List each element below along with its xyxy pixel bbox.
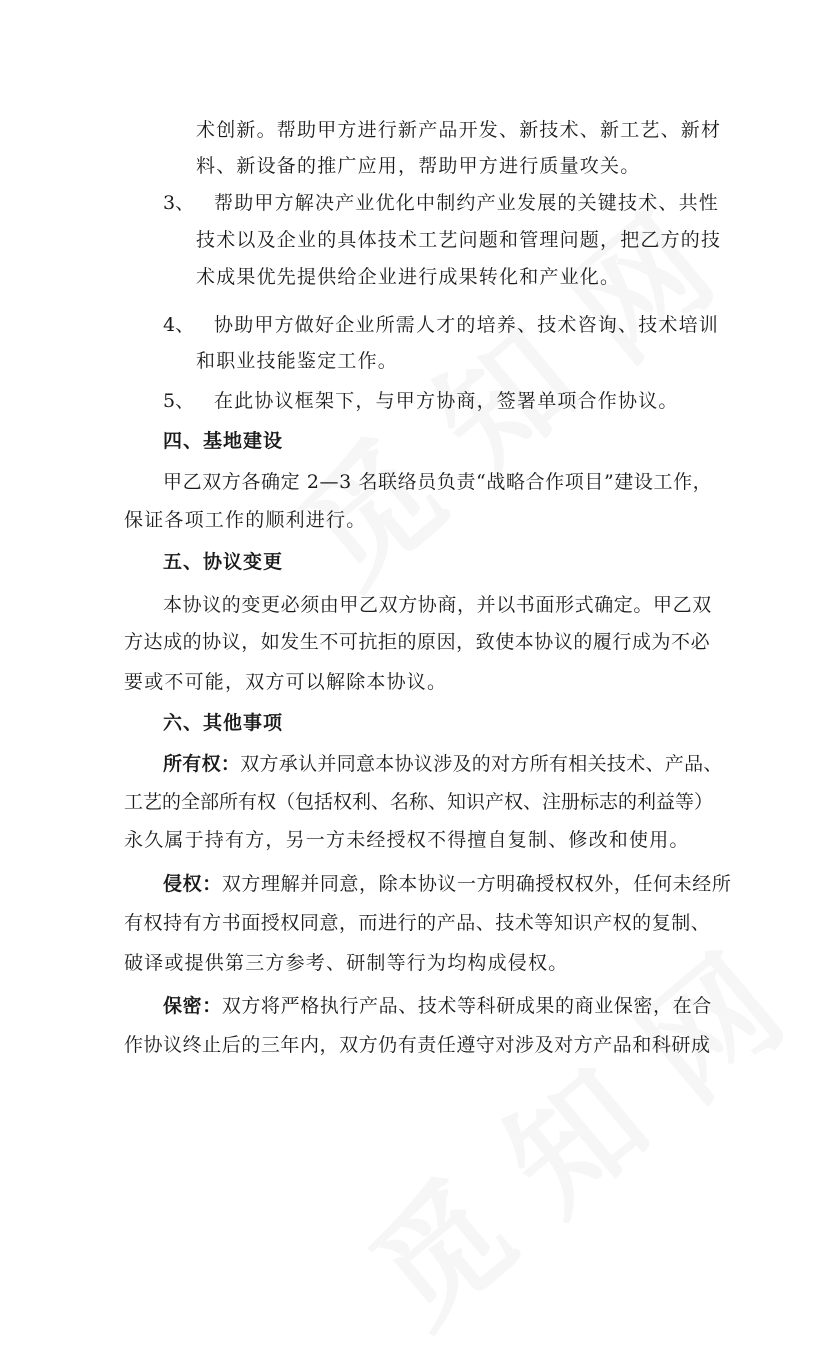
paragraph-line: 有权持有方书面授权同意，而进行的产品、技术等知识产权的复制、 — [124, 912, 710, 934]
clause-text: 双方承认并同意本协议涉及的对方所有相关技术、产品、 — [240, 753, 723, 775]
section-title: 四、基地建设 — [163, 430, 284, 452]
paragraph-line: 永久属于持有方，另一方未经授权不得擅自复制、修改和使用。 — [124, 829, 690, 851]
clause-text: 双方将严格执行产品、技术等科研成果的商业保密，在合 — [221, 995, 712, 1017]
list-number: 5、 — [163, 390, 195, 412]
paragraph-line: 甲乙双方各确定 2—3 名联络员负责“战略合作项目”建设工作， — [163, 471, 713, 493]
paragraph-line: 方达成的协议，如发生不可抗拒的原因，致使本协议的履行成为不必 — [124, 631, 710, 653]
clause-infringement — [163, 870, 732, 898]
paragraph-line: 料、新设备的推广应用，帮助甲方进行质量攻关。 — [196, 155, 641, 177]
paragraph-line: 作协议终止后的三年内，双方仍有责任遵守对涉及对方产品和科研成 — [124, 1034, 710, 1056]
list-item-line: 术成果优先提供给企业进行成果转化和产业化。 — [196, 266, 621, 288]
clause-lead: 所有权： — [163, 753, 241, 775]
section-title: 五、协议变更 — [163, 551, 284, 573]
list-item-line: 在此协议框架下，与甲方协商，签署单项合作协议。 — [214, 390, 679, 412]
paragraph-line: 工艺的全部所有权（包括权利、名称、知识产权、注册标志的利益等） — [124, 791, 714, 813]
paragraph-line: 要或不可能，双方可以解除本协议。 — [124, 671, 448, 693]
paragraph-line: 术创新。帮助甲方进行新产品开发、新技术、新工艺、新材 — [196, 119, 722, 141]
paragraph-line: 本协议的变更必须由甲乙双方协商，并以书面形式确定。甲乙双 — [163, 594, 712, 616]
clause-ownership — [163, 750, 723, 778]
list-item-line: 协助甲方做好企业所需人才的培养、技术咨询、技术培训 — [214, 314, 720, 336]
list-item-line: 技术以及企业的具体技术工艺问题和管理问题，把乙方的技 — [196, 229, 722, 251]
clause-lead: 侵权： — [163, 873, 222, 895]
clause-confidentiality — [163, 992, 710, 1020]
list-number: 3、 — [163, 192, 195, 214]
section-title: 六、其他事项 — [163, 712, 284, 734]
paragraph-line: 保证各项工作的顺利进行。 — [124, 509, 367, 531]
list-item-line: 帮助甲方解决产业优化中制约产业发展的关键技术、共性 — [214, 192, 720, 214]
list-item-line: 和职业技能鉴定工作。 — [196, 350, 399, 372]
list-number: 4、 — [163, 314, 195, 336]
paragraph-line: 破译或提供第三方参考、研制等行为均构成侵权。 — [124, 952, 569, 974]
clause-lead: 保密： — [163, 995, 222, 1017]
clause-text: 双方理解并同意，除本协议一方明确授权权外，任何未经所 — [221, 873, 732, 895]
